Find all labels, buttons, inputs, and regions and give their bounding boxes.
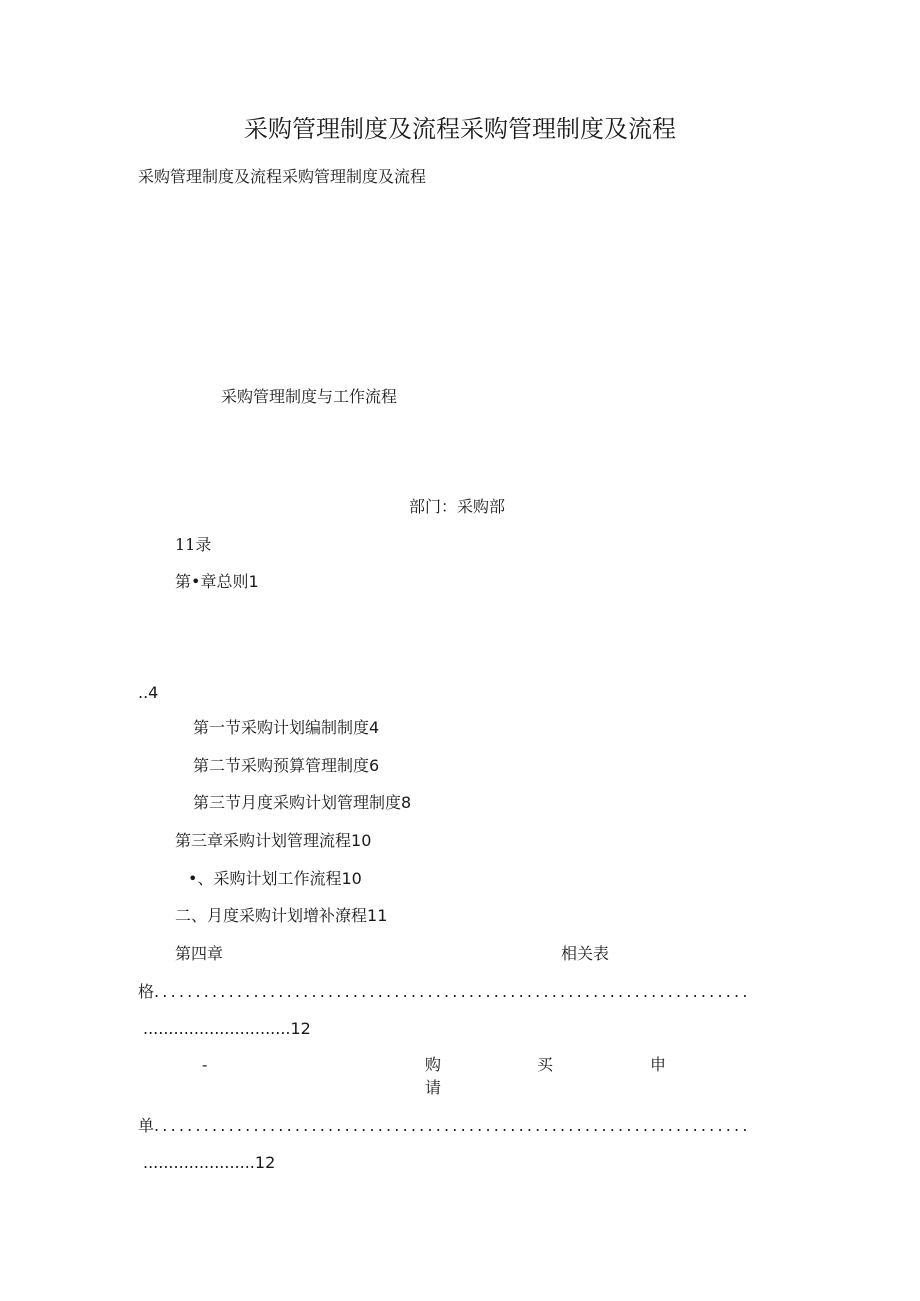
toc-entry-item-1: [188, 871, 362, 887]
toc-entry-label: 第三节月度采购计划管理制度: [193, 793, 402, 812]
toc-entry-chapter-1-continued: [138, 685, 158, 701]
toc-entry-page: 11: [367, 906, 388, 925]
toc-entry-form-1-dash: -: [202, 1055, 208, 1074]
toc-entry-form-1-char-2: 买: [537, 1055, 554, 1074]
toc-leader-dots: ......................: [143, 1153, 255, 1172]
cover-heading: 采购管理制度与工作流程: [221, 387, 398, 406]
toc-leader-dots: ..: [138, 683, 149, 702]
toc-entry-page: 10: [351, 831, 372, 850]
toc-entry-page: 10: [341, 869, 362, 888]
toc-entry-page: 12: [290, 1019, 311, 1038]
department-label: 部门：采购部: [409, 497, 506, 516]
toc-entry-page: 6: [369, 756, 380, 775]
toc-entry-form-1-page-line: [143, 1155, 275, 1171]
toc-entry-section-3: [193, 795, 411, 811]
toc-entry-label: 单: [138, 1116, 155, 1135]
toc-entry-chapter-4-page-line: [143, 1021, 311, 1037]
toc-entry-label: 格: [138, 982, 155, 1001]
toc-entry-form-1-char-3: 申: [650, 1055, 667, 1074]
toc-entry-label: 二、月度采购计划增补潦程: [175, 906, 368, 925]
toc-entry-chapter-4-part-b: 相关表: [561, 944, 610, 963]
toc-entry-form-1-char-1b: 请: [425, 1078, 442, 1097]
toc-entry-page: 4: [369, 718, 380, 737]
toc-entry-form-1-char-1: 购: [425, 1055, 442, 1074]
toc-entry-chapter-3: [175, 833, 371, 849]
document-title: 采购管理制度及流程采购管理制度及流程: [244, 115, 676, 143]
toc-entry-chapter-4-part-a: 第四章: [175, 944, 224, 963]
toc-leader-dots: ........................................................................: [154, 1116, 751, 1135]
toc-entry-page: 1: [248, 572, 259, 591]
toc-entry-page: 8: [401, 793, 412, 812]
toc-entry-item-2: [175, 908, 387, 924]
toc-heading: 11录: [175, 535, 212, 554]
toc-entry-label: 第一节采购计划编制制度: [193, 718, 370, 737]
toc-entry-label: 第三章采购计划管理流程: [175, 831, 352, 850]
toc-entry-chapter-4-part-c: [138, 984, 751, 1000]
toc-entry-label: 第•章总则: [175, 572, 249, 591]
toc-leader-dots: .............................: [143, 1019, 291, 1038]
toc-entry-page: 12: [254, 1153, 276, 1172]
toc-entry-form-1-part-c: [138, 1118, 751, 1134]
toc-entry-section-2: [193, 758, 379, 774]
toc-entry-page: 4: [148, 683, 159, 702]
toc-entry-label: •、采购计划工作流程: [188, 869, 342, 888]
toc-entry-label: 第二节采购预算管理制度: [193, 756, 370, 775]
toc-entry-chapter-1: [175, 574, 259, 590]
document-subtitle: 采购管理制度及流程采购管理制度及流程: [138, 167, 427, 186]
toc-entry-section-1: [193, 720, 379, 736]
toc-leader-dots: ........................................................................: [154, 982, 751, 1001]
